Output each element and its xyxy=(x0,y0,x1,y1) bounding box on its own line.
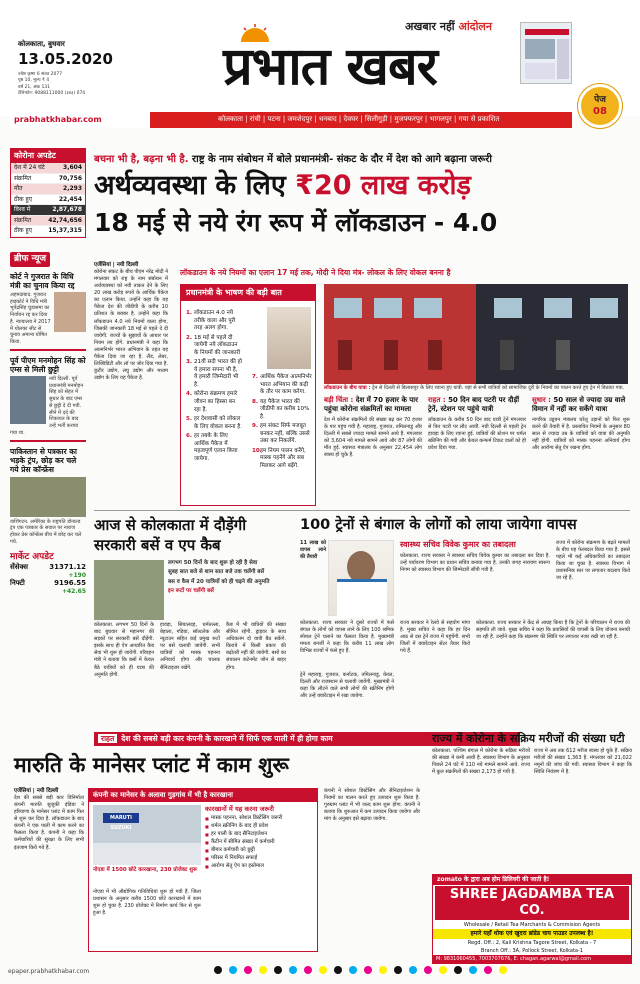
maruti-story-text: देश की सबसे बड़ी कार विनिर्माता कंपनी मारुति सुजुकी इंडिया ने हरियाणा के मानेसर प्लांट में काम फिर से शुरू कर दिया है. लॉकडाउन के बाद कंपनी ने एक पाली में काम करने का फैसला किया है. कंपनी ने कहा कि कर्मचारियों की सुरक्षा के लिए सभी इंतजाम किये गये हैं. xyxy=(14,794,84,851)
epaper-thumbnail[interactable] xyxy=(520,22,572,84)
lead-body-text: कोरोना संकट के बीच पीएम नरेंद्र मोदी ने मंगलवार को राष्ट्र के नाम संबोधन में अर्थव्यवस्था को नयी ताकत देने के लिए 20 लाख करोड़ रुपये के आर्थिक पैकेज का एलान किया. उन्होंने कहा कि यह पैकेज देश की जीडीपी के करीब 10 प्रतिशत के बराबर है. उन्होंने कहा कि लॉकडाउन 4.0 नये नियमों वाला होगा, जिसकी जानकारी 18 मई से पहले दे दी जायेगी. राज्यों के सुझावों के आधार पर नियम तय होंगे. प्रधानमंत्री ने कहा कि आत्मनिर्भर भारत अभियान के तहत यह पैकेज दिया जा रहा है. लैंड, लेबर, लिक्विडिटी और लॉ पर जोर दिया गया है. कुटीर उद्योग, लघु उद्योग और मध्यम उद्योग के लिए यह पैकेज है. xyxy=(94,268,168,382)
covid-update-title: कोरोना अपडेट xyxy=(11,149,85,163)
bus-photo xyxy=(94,560,164,620)
market-update-title: मार्केट अपडेट xyxy=(10,551,54,562)
brief-photo xyxy=(54,292,86,332)
sub-story xyxy=(532,396,630,452)
pm-point: 6. हर तबके के लिए आर्थिक पैकेज में महत्वपूर्ण एलान किया जायेगा. xyxy=(186,433,238,462)
covid-update-box xyxy=(10,148,86,238)
manmohan-photo xyxy=(10,376,46,424)
covid-row: मौत 2,293 xyxy=(11,184,85,195)
health-story-headline[interactable]: स्वास्थ्य सचिव विवेक कुमार का तबादला xyxy=(400,540,516,549)
health-story-text: राज्य में कोरोना संक्रमण के बढ़ते मामलों के बीच यह फेरबदल किया गया है. इससे पहले भी कई अधिकारियों का तबादला किया जा चुका है. स्वास्थ्य विभाग में प्रशासनिक स्तर पर लगातार बदलाव किये जा रहे हैं. xyxy=(556,540,630,582)
edition-date: 13.05.2020 xyxy=(18,49,113,68)
meta-line: ज्येष्ठ कृष्ण 6 संवत 2077 xyxy=(18,71,63,77)
meta-line: पृष्ठ 10, मूल्य ₹ 4 xyxy=(18,78,50,84)
tagline-accent: आंदोलन xyxy=(458,20,492,33)
market-row: +42.65 xyxy=(61,587,86,595)
bus-story-subheads xyxy=(168,560,284,598)
brief-text: वाशिंगटन. अमेरिका के राष्ट्रपति डोनाल्ड ट्रंप एक पत्रकार के सवाल पर नाराज होकर प्रेस कॉन्फ्रेंस बीच में छोड़ कर चले गये. xyxy=(10,518,82,545)
masthead xyxy=(0,0,640,124)
covid-row: संक्रमित 70,756 xyxy=(11,174,85,185)
market-row: +190 xyxy=(68,571,86,579)
covid-row: संक्रमित 42,74,656 xyxy=(11,216,85,227)
sub-story-text: नागरिक उड्डयन मंत्रालय घरेलू उड़ानों को फिर शुरू करने की तैयारी में है. प्रस्तावित नियमों के अनुसार 80 साल से ज्यादा उम्र के यात्रियों को यात्रा की अनुमति नहीं होगी. यात्रियों को मास्क पहनना अनिवार्य होगा और आरोग्य सेतु ऐप रखना होगा. xyxy=(532,416,630,451)
bus-subhead: बस व कैब में 20 यात्रियों को ही चढ़ने की अनुमति xyxy=(168,578,270,585)
train-story-text: ट्रेनें महाराष्ट्र, गुजरात, कर्नाटक, तमिलनाडु, केरल, दिल्ली और राजस्थान से चलायी जायेंगी. मुख्यमंत्री ने कहा कि लौटने वाले सभी लोगों की स्क्रीनिंग होगी और उन्हें क्वारेंटाइन में रखा जायेगा. xyxy=(300,672,394,700)
bus-story-text: कैब में भी यात्रियों की संख्या सीमित रहेगी. ड्राइवर के साथ अधिकतम दो यात्री बैठ सकेंगे. किराये में किसी प्रकार की बढ़ोतरी नहीं की जायेगी. बसों का संचालन कंटेनमेंट जोन से बाहर होगा. xyxy=(226,622,286,671)
sub-story-headline[interactable]: राहत : 50 दिन बाद पटरी पर दौड़ीं ट्रेनें, स्टेशन पर पहुंचे यात्री xyxy=(428,396,520,413)
page-number-badge xyxy=(578,84,622,128)
maruti-factbox xyxy=(88,788,318,952)
factory-rules-list xyxy=(205,805,315,871)
sub-story-text: लॉकडाउन के करीब 50 दिन बाद यात्री ट्रेनें मंगलवार से फिर पटरी पर लौट आयीं. नयी दिल्ली से पहली ट्रेन हावड़ा के लिए रवाना हुई. यात्रियों की स्टेशन पर थर्मल स्क्रीनिंग की गयी और केवल कन्फर्म टिकट वालों को ही प्रवेश दिया गया. xyxy=(428,416,526,451)
state-covid-text: कोलकाता. पश्चिम बंगाल में कोरोना के सक्रिय मरीजों की संख्या में कमी आयी है. स्वास्थ्य विभाग के अनुसार पिछले 24 घंटे में 110 नये मामले सामने आये. राज्य में कुल संक्रमितों की संख्या 2,173 हो गयी है. xyxy=(432,748,530,776)
pm-point: 10. हम नियम पालन करेंगे, मास्क पहनेंगे और सब मिलकर आगे बढ़ेंगे. xyxy=(252,447,306,470)
masthead-meta xyxy=(18,72,128,98)
section-divider xyxy=(94,510,630,511)
market-row: सेंसेक्स 31371.12 xyxy=(10,562,86,571)
sub-story xyxy=(324,396,422,459)
state-covid-headline[interactable]: राज्य में कोरोना के सक्रिय मरीजों की संख्या घटी xyxy=(432,732,625,745)
photo-caption: लॉकडाउन के बीच यात्रा : ट्रेन से दिल्ली से बिलासपुर के लिए रवाना हुए यात्री. यहां से सभी यात्रियों को सामाजिक दूरी के नियमों का पालन करते हुए ट्रेन में बिठाया गया. xyxy=(324,385,625,391)
factory-rule: ■ आरोग्य सेतु ऐप का इस्तेमाल xyxy=(205,863,315,870)
ad-line: Wholesale / Retail Tea Marchants & Commision Agents xyxy=(463,922,601,928)
maruti-factbox-title: कंपनी का मानेसर के अलावा गुड़गांव में भी है कारखाना xyxy=(89,789,317,802)
factory-rule: ■ थर्मल स्क्रीनिंग के बाद ही प्रवेश xyxy=(205,823,315,830)
covid-row: ठीक हुए 15,37,315 xyxy=(11,226,85,237)
train-story-text: राज्य सरकार ने रेलवे से सहयोग मांगा है. मुख्य सचिव ने कहा कि हर दिन आठ से दस ट्रेनें राज्य में पहुंचेंगी. सभी जिलों में क्वारेंटाइन सेंटर तैयार किये गये हैं. xyxy=(400,620,470,655)
pm-point: 5. हर देशवासी को लोकल के लिए वोकल बनना है. xyxy=(186,416,242,430)
maruti-headline[interactable]: मारुति के मानेसर प्लांट में काम शुरू xyxy=(14,753,289,777)
pm-point: 1. लॉकडाउन 4.0 नये तरीके वाला और पूरी तरह अलग होगा. xyxy=(186,310,236,332)
pm-photo xyxy=(267,307,311,369)
sub-story xyxy=(428,396,526,452)
bus-story-headline[interactable]: आज से कोलकाता में दौड़ेंगी सरकारी बसें व एप कैब xyxy=(94,516,247,554)
trump-photo xyxy=(10,477,86,517)
factory-photo-caption: नोएडा में 1500 छोटे कारखाना, 230 प्रोजेक्ट शुरू xyxy=(93,867,198,873)
pm-point: 9. हम संकट सिर्फ मजबूत बनकर नहीं, बल्कि उससे उबर कर निकलेंगे. xyxy=(252,423,310,445)
pm-point: 7. आर्थिक पैकेज आत्मनिर्भर भारत अभियान की कड़ी के तौर पर काम करेगा. xyxy=(252,374,312,396)
covid-row: विश्व में 2,87,678 xyxy=(11,205,85,216)
masthead-dateblock xyxy=(18,40,128,98)
covid-row: देश में 24 घंटे 3,604 xyxy=(11,163,85,174)
editions-list[interactable]: कोलकाता | रांची | पटना | जमशेदपुर | धनबाद | देवघर | सिलीगुड़ी | मुजफ्फरपुर | भागलपुर | गया से प्रकाशित xyxy=(218,115,500,123)
lead-kicker: बचना भी है, बढ़ना भी है. राष्ट्र के नाम संबोधन में बोले प्रधानमंत्री- संकट के दौर में देश को आगे बढ़ाना जरूरी xyxy=(94,154,492,165)
factory-rule: ■ हर पाली के बाद सैनिटाइजेशन xyxy=(205,831,315,838)
relief-tag: राहत xyxy=(98,734,117,743)
train-story-headline[interactable]: 100 ट्रेनों से बंगाल के लोगों को लाया जायेगा वापस xyxy=(300,517,577,533)
bus-subhead: सुबह सात बजे से शाम सात बजे तक चलेंगी बसें xyxy=(168,569,265,576)
side-story-text: कोलकाता. राज्य सरकार ने केंद्र से आग्रह किया है कि ट्रेनों के परिचालन में राज्य की सहमति ली जाये. मुख्य सचिव ने कहा कि प्रवासियों की वापसी के लिए योजना बनायी जा रही है. उन्होंने कहा कि संक्रमण की स्थिति पर लगातार नजर रखी जा रही है. xyxy=(476,620,630,641)
factory-rule: ■ मास्क पहनना, सोशल डिस्टेंसिंग जरूरी xyxy=(205,815,315,822)
train-story-text: कोलकाता. राज्य सरकार ने दूसरे राज्यों में फंसे बंगाल के लोगों को वापस लाने के लिए 100 श्रमिक स्पेशल ट्रेनें चलाने का फैसला किया है. मुख्यमंत्री ममता बनर्जी ने कहा कि करीब 11 लाख लोग विभिन्न राज्यों में फंसे हुए हैं. xyxy=(300,620,394,655)
ad-contact: M: 9831060455, 7003707676, E: chagan.agarwal@gmail.com xyxy=(433,955,631,963)
left-sidebar xyxy=(10,148,86,840)
pm-point: 2. 18 मई से पहले दी जायेगी नये लॉकडाउन के नियमों की जानकारी xyxy=(186,334,241,356)
brief-text: अहमदाबाद. गुजरात हाइकोर्ट ने विधि मंत्री भूपेंद्रसिंह चुडासमा का निर्वाचन रद्द कर दिया है. न्यायालय ने 2017 में धोलका सीट से चुनाव अमान्य घोषित किया. xyxy=(10,291,51,345)
brief-headline[interactable]: कोर्ट ने गुजरात के विधि मंत्री का चुनाव किया रद्द xyxy=(10,271,75,290)
state-covid-text: राज्य में अब तक 612 मरीज स्वस्थ हो चुके हैं. सक्रिय मरीजों की संख्या 1,363 है. मंगलवार को 21,022 नमूनों की जांच की गयी. स्वास्थ्य विभाग ने कहा कि स्थिति नियंत्रण में है. xyxy=(534,748,632,776)
pm-point: 8. यह पैकेज भारत की जीडीपी का करीब 10% है. xyxy=(252,398,310,420)
lead-body xyxy=(94,262,168,382)
ad-line: Regd. Off.: 2, Kali Krishna Tagore Street, Kolkata - 7 xyxy=(467,939,597,946)
sub-story-headline[interactable]: बड़ी चिंता : देश में 70 हजार के पार पहुंचा कोरोना संक्रमितों का मामला xyxy=(324,396,418,413)
pm-points-list-2 xyxy=(247,371,317,476)
factory-sign: MARUTI SUZUKI xyxy=(103,813,139,823)
factory-rule: ■ बीमार कर्मचारी को छुट्टी xyxy=(205,847,315,854)
pm-highlights-box xyxy=(180,284,316,506)
sub-story-text: देश में कोरोना संक्रमितों की संख्या बढ़ कर 70 हजार के पार पहुंच गयी है. महाराष्ट्र, गुजरात, तमिलनाडु और दिल्ली में सबसे ज्यादा मामले सामने आये हैं. मंगलवार को 3,604 नये मामले सामने आये और 87 लोगों की मौत हुई. स्वास्थ्य मंत्रालय के अनुसार 22,454 लोग स्वस्थ हो चुके हैं. xyxy=(324,416,422,458)
covid-row: ठीक हुए 22,454 xyxy=(11,195,85,206)
maruti-story xyxy=(14,788,84,852)
brief-headline[interactable]: पाकिस्तान से पत्रकार का भड़के ट्रंप, छोड़ कर चले गये प्रेस कॉन्फ्रेंस xyxy=(10,446,77,474)
print-registration-dots xyxy=(214,966,634,976)
health-story-text: कोलकाता. राज्य सरकार ने स्वास्थ्य सचिव विवेक कुमार का तबादला कर दिया है. उन्हें पर्यावरण विभाग का प्रधान सचिव बनाया गया है. उनकी जगह नारायण स्वरूप निगम को स्वास्थ्य विभाग की जिम्मेदारी सौंपी गयी है. xyxy=(400,553,550,574)
ad-title: SHREE JAGDAMBA TEA CO. xyxy=(435,886,629,921)
lead-headline[interactable]: अर्थव्यवस्था के लिए ₹20 लाख करोड़ xyxy=(94,170,471,201)
city-day: कोलकाता, बुधवार xyxy=(18,40,65,48)
tagline xyxy=(405,20,492,34)
brief-headline[interactable]: पूर्व पीएम मनमोहन सिंह को एम्स से मिली छुट्टी xyxy=(10,355,86,374)
newspaper-logo[interactable]: प्रभात खबर xyxy=(223,36,437,97)
brief-text: नयी दिल्ली. पूर्व प्रधानमंत्री मनमोहन सिंह को सेहत में सुधार के बाद एम्स से छुट्टी दे दी गयी. सीने में दर्द की शिकायत के बाद उन्हें भर्ती कराया गया था. xyxy=(10,375,84,436)
lead-headline-2[interactable]: 18 मई से नये रंग रूप में लॉकडाउन - 4.0 xyxy=(94,208,498,237)
tagline-text: अखबार नहीं xyxy=(405,20,459,33)
pm-point: 4. कोरोना संक्रमण हमारे जीवन का हिस्सा बन रहा है. xyxy=(186,391,238,413)
ad-top-line: zomato के द्वारा अब होम डिलिवरी की जाती है! xyxy=(433,875,631,885)
bus-story-text: कोलकाता. लगभग 50 दिनों के बाद बुधवार से महानगर की सड़कों पर सरकारी बसें दौड़ेंगी. इसके साथ ही ऐप आधारित कैब सेवा भी शुरू हो जायेगी. परिवहन मंत्री ने बताया कि बसों में केवल बैठे यात्रियों को ही यात्रा की अनुमति होगी. xyxy=(94,622,154,678)
factory-rule: ■ परिसर में नियमित सफाई xyxy=(205,855,315,862)
meta-line: वर्ष 21, अंक 131 xyxy=(18,84,51,90)
factory-rule: ■ कैंटीन में सीमित संख्या में कर्मचारी xyxy=(205,839,315,846)
meta-line: टेलिफोन: 9088111000 (३४३) 074 xyxy=(18,91,86,97)
pm-points-list xyxy=(181,307,247,468)
footer-url[interactable]: epaper.prabhatkhabar.com xyxy=(8,968,90,975)
dateline: एजेंसियां | नयी दिल्ली xyxy=(94,262,139,268)
bus-subhead: लगभग 50 दिनों के बाद शुरू हो रही है सेवा xyxy=(168,560,258,566)
tea-company-ad[interactable] xyxy=(432,874,632,964)
train-interior-photo xyxy=(324,284,628,384)
ad-highlight: हमारे यहाँ थोक एवं खुदरा ब्रांडेड चाय पाउडर उपलब्ध है! xyxy=(433,929,631,939)
brief-news-title: ब्रीफ न्यूज xyxy=(10,252,50,267)
page-number: 08 xyxy=(593,105,607,117)
pm-point: 3. 21वीं सदी भारत की हो ये हमारा सपना भी है, ये हमारी जिम्मेदारी भी है. xyxy=(186,359,243,388)
dateline: एजेंसियां | नयी दिल्ली xyxy=(14,788,59,794)
site-url[interactable]: prabhatkhabar.com xyxy=(10,112,150,128)
factory-rules-title: कारखानों में यह करना जरूरी xyxy=(205,805,274,813)
page-label: पेज xyxy=(594,95,606,105)
sub-story-headline[interactable]: सुधार : 50 साल से ज्यादा उम्र वाले विमान में नहीं कर सकेंगे यात्रा xyxy=(532,396,626,413)
factory-photo-text: नोएडा में भी औद्योगिक गतिविधियां शुरू हो गयी हैं. जिला प्रशासन के अनुसार करीब 1500 छोटे कारखानों में काम शुरू हो चुका है. 230 प्रोजेक्ट में निर्माण कार्य फिर से शुरू हुआ है. xyxy=(93,889,201,917)
bus-story-text: हावड़ा, सियालदह, धर्मतल्ला, बेहाला, गड़िया, सॉल्टलेक और न्यूटाउन सहित कई प्रमुख रूटों पर बसें चलायी जायेंगी. सभी यात्रियों को मास्क पहनना अनिवार्य होगा और चालक सैनिटाइजर रखेंगे. xyxy=(160,622,220,671)
health-secretary-story xyxy=(400,540,550,574)
market-row: निफ्टी 9196.55 xyxy=(10,579,86,587)
brief-news xyxy=(10,252,86,546)
relief-text: देश की सबसे बड़ी कार कंपनी के कारखाने में सिर्फ एक पाली में ही होगा काम xyxy=(121,734,333,743)
factory-photo xyxy=(93,805,201,865)
ad-line: Branch Off.: 3A, Pollock Street, Kolkata-1 xyxy=(481,948,583,954)
lead-subkicker: लॉकडाउन के नये नियमों का एलान 17 मई तक, मोदी ने दिया मंत्र- लोकल के लिए वोकल बनना है xyxy=(180,268,451,277)
pm-highlights-title: प्रधानमंत्री के भाषण की बड़ी बात xyxy=(181,285,315,301)
train-story-kicker: 11 लाख को वापस लाने की तैयारी xyxy=(300,540,326,561)
bus-route-kicker: इन रूटों पर चलेंगी बसें xyxy=(168,588,214,595)
maruti-story-text: कंपनी ने सोशल डिस्टेंसिंग और सैनिटाइजेशन के नियमों का पालन करते हुए उत्पादन शुरू किया है. गुरुग्राम प्लांट में भी जल्द काम शुरू होगा. कंपनी ने बताया कि शुरुआत में कम उत्पादन किया जायेगा और मांग के अनुसार इसे बढ़ाया जायेगा. xyxy=(324,788,420,823)
mamata-photo xyxy=(328,540,394,616)
